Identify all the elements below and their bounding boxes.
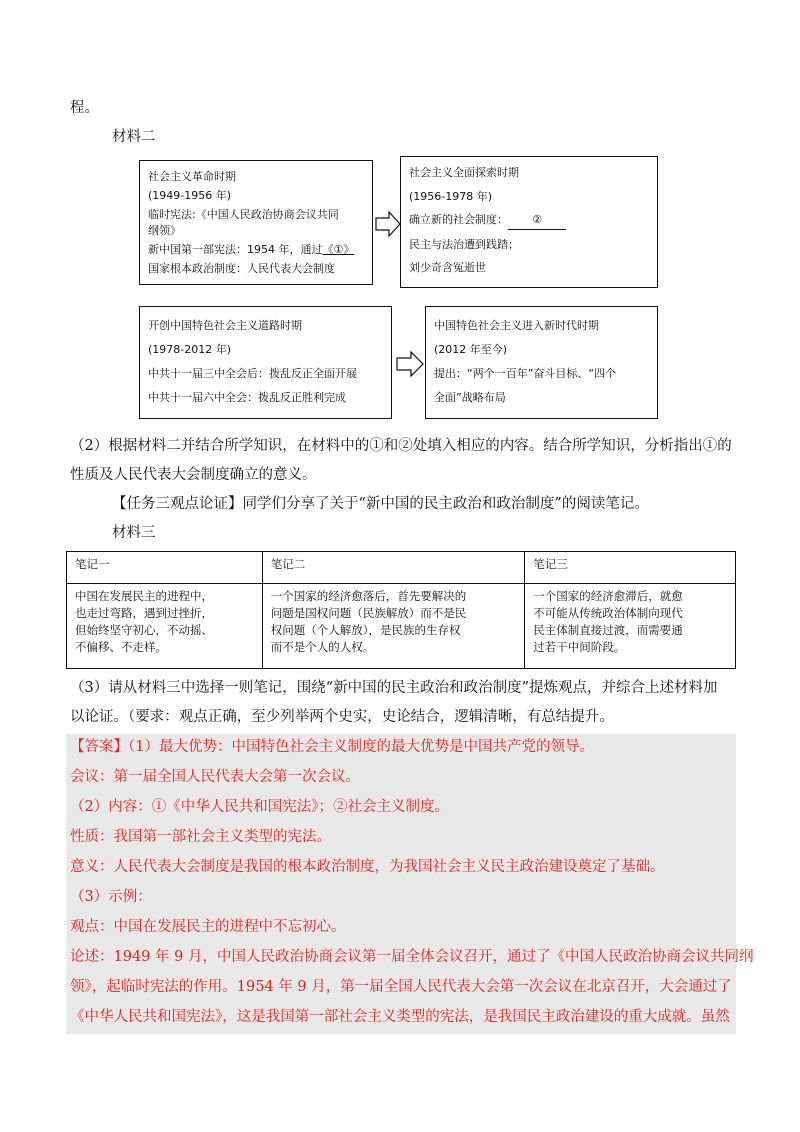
table-cell: 一个国家的经济愈落后，首先要解决的 问题是国权问题（民族解放）而不是民 权问题（个人解放），是民族的生存权 而不是个人的人权。: [262, 584, 525, 669]
answer-line-1: 【答案】（1）最大优势：中国特色社会主义制度的最大优势是中国共产党的领导。: [70, 739, 594, 755]
answer-line-5: 意义：人民代表大会制度是我国的根本政治制度，为我国社会主义民主政治建设奠定了基础。: [70, 859, 665, 875]
box-line: 新中国第一部宪法：1954 年，通过《①》: [148, 243, 355, 256]
answer-line-10: 《中华人民共和国宪法》，这是我国第一部社会主义类型的宪法，是我国民主政治建设的重大成就。虽然: [70, 1009, 730, 1025]
box-line: 中共十一届三中全会后：拨乱反正全面开展: [148, 367, 357, 380]
answer-line-9: 领》，起临时宪法的作用。1954 年 9 月，第一届全国人民代表大会第一次会议在北京召开，大会通过了: [70, 979, 732, 995]
answer-line-3: （2）内容：①《中华人民共和国宪法》；②社会主义制度。: [70, 799, 449, 815]
answer-line-6: （3）示例：: [70, 889, 152, 905]
box-line: 临时宪法:《中国人民政治协商会议共同: [148, 208, 339, 221]
blank-2: ②: [508, 210, 566, 230]
right-arrow-icon: [396, 350, 424, 378]
top-fragment: 程。: [70, 100, 99, 116]
box-period: (1956-1978 年): [409, 190, 493, 203]
period-box-new-era: [425, 306, 658, 419]
box-period: (1978-2012 年): [148, 343, 232, 356]
box-title: 社会主义全面探索时期: [409, 166, 519, 179]
box-title: 社会主义革命时期: [148, 170, 236, 183]
question-2-line-2: 性质及人民代表大会制度确立的意义。: [70, 467, 317, 483]
question-2-line-1: （2）根据材料二并结合所学知识，在材料中的①和②处填入相应的内容。结合所学知识，分析指出①的: [70, 438, 732, 454]
period-box-exploration: [400, 156, 658, 288]
table-header: 笔记三: [525, 552, 736, 584]
answer-line-7: 观点：中国在发展民主的进程中不忘初心。: [70, 919, 346, 935]
table-cell: 一个国家的经济愈滞后，就愈 不可能从传统政治体制向现代 民主体制直接过渡，而需要通 过若干中间阶段。: [525, 584, 736, 669]
box-line: 确立新的社会制度： ②: [409, 210, 649, 230]
box-title: 中国特色社会主义进入新时代时期: [434, 319, 599, 332]
box-line: 国家根本政治制度：人民代表大会制度: [148, 262, 335, 275]
task-3-line: 【任务三观点论证】同学们分享了关于“新中国的民主政治和政治制度”的阅读笔记。: [112, 496, 649, 512]
box-period: (2012 年至今): [434, 343, 508, 356]
box-line: 全面”战略布局: [434, 391, 506, 404]
material2-label: 材料二: [112, 129, 156, 145]
question-3-line-1: （3）请从材料三中选择一则笔记，围绕“新中国的民主政治和政治制度”提炼观点，并综合上述材料加: [70, 680, 718, 696]
material3-label: 材料三: [112, 525, 156, 541]
table-header: 笔记二: [262, 552, 525, 584]
answer-line-4: 性质：我国第一部社会主义类型的宪法。: [70, 829, 331, 845]
table-cell: 中国在发展民主的进程中， 也走过弯路，遇到过挫折， 但始终坚守初心，不动摇、 不偏移、不走样。: [67, 584, 263, 669]
table-header-row: [67, 552, 736, 584]
right-arrow-icon: [375, 210, 401, 238]
question-3-line-2: 以论证。（要求：观点正确，至少列举两个史实，史论结合，逻辑清晰，有总结提升。: [70, 709, 614, 725]
period-box-reform: [139, 306, 392, 419]
answer-label: 【答案】: [70, 739, 128, 755]
box-title: 开创中国特色社会主义道路时期: [148, 319, 302, 332]
answer-line-2: 会议：第一届全国人民代表大会第一次会议。: [70, 769, 360, 785]
period-box-revolution: [139, 160, 373, 285]
blank-1: 《①》: [322, 243, 355, 256]
box-period: (1949-1956 年): [148, 189, 232, 202]
notes-table: [66, 551, 736, 669]
box-line: 提出：“两个一百年”奋斗目标、“四个: [434, 367, 617, 380]
box-line: 纲领》: [148, 224, 181, 237]
box-line: 民主与法治遭到践踏；: [409, 238, 519, 251]
table-header: 笔记一: [67, 552, 263, 584]
answer-line-8: 论述：1949 年 9 月，中国人民政治协商会议第一届全体会议召开，通过了《中国人民政治协商会议共同纲: [70, 949, 754, 965]
table-row: [67, 584, 736, 669]
box-line: 刘少奇含冤逝世: [409, 261, 486, 274]
box-line: 中共十一届六中全会：拨乱反正胜利完成: [148, 391, 346, 404]
